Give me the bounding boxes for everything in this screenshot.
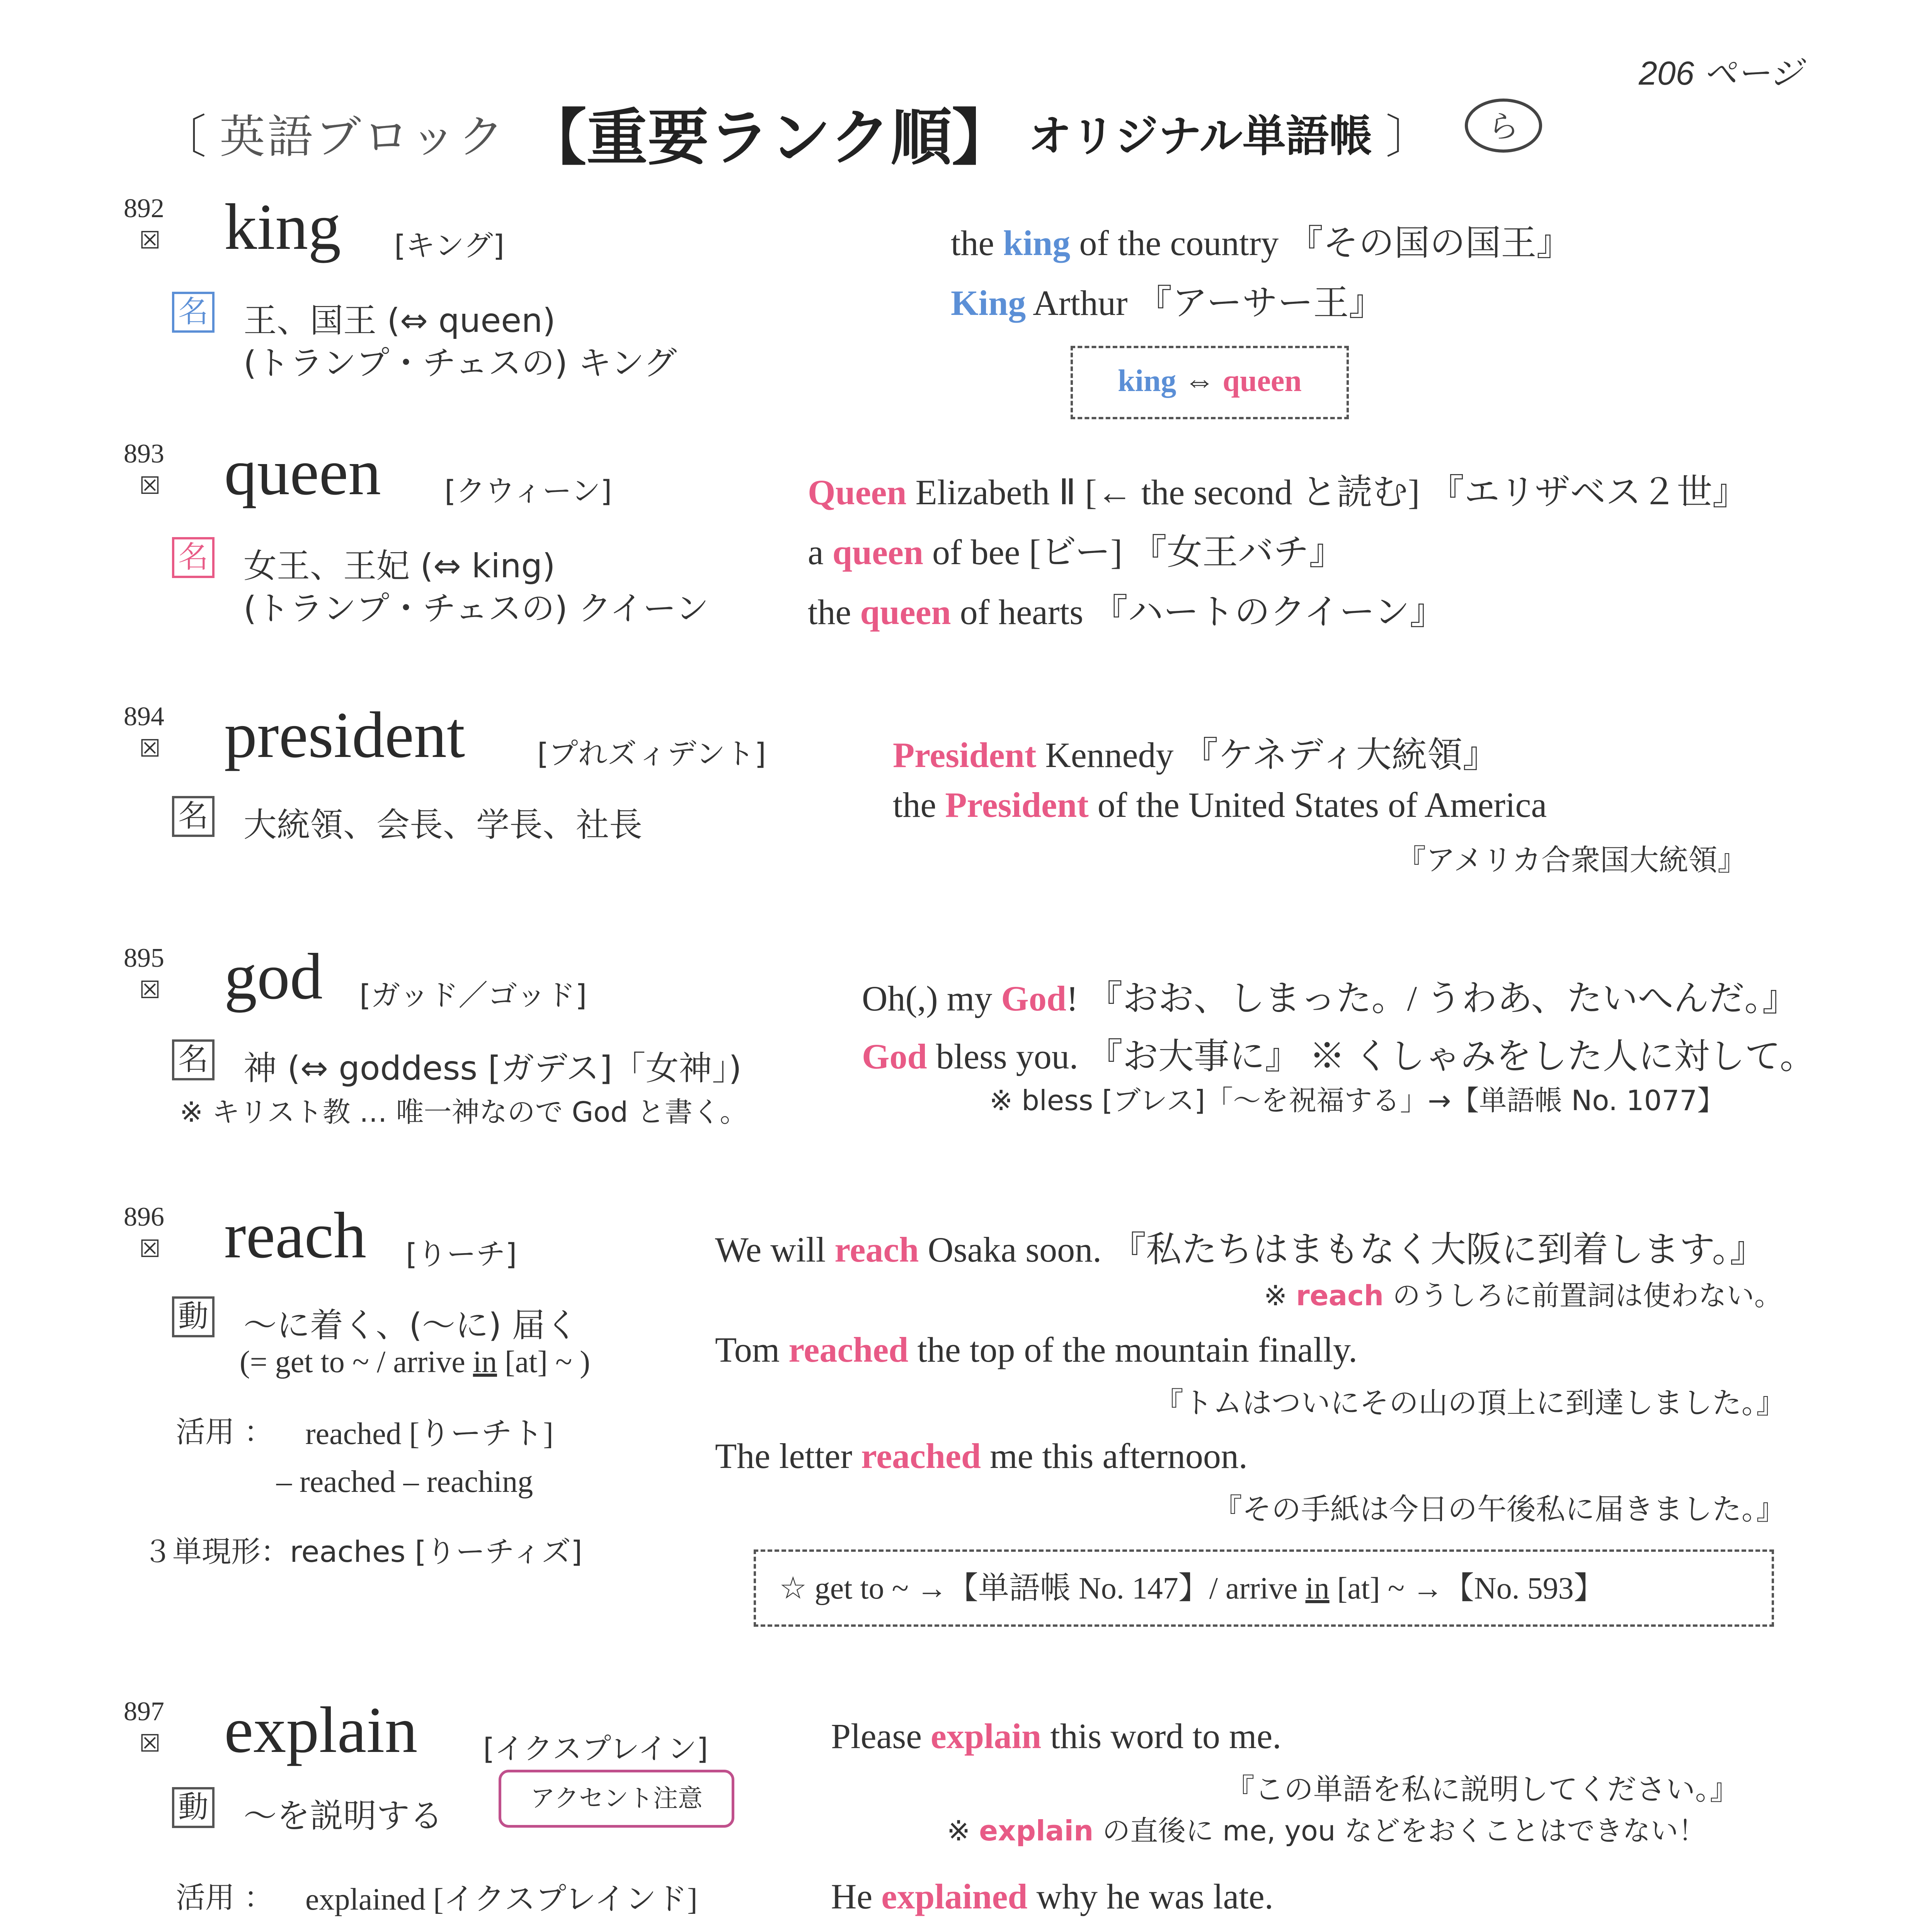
pos-badge: 名 [172, 292, 215, 333]
header-title: 【重要ランク順】 [525, 102, 1013, 173]
example-1: We will reach Osaka soon. 『私たちはまもなく大阪に到着します。』 [715, 1230, 1765, 1269]
pos-badge: 名 [172, 796, 215, 837]
example-2: God bless you. 『お大事に』 ※ くしゃみをした人に対して。 [862, 1037, 1815, 1076]
third-person-form: ３単現形：reaches [りーチィズ] [143, 1534, 582, 1569]
example-2: He explained why he was late. [831, 1877, 1273, 1916]
checkbox-icon[interactable]: ☒ [139, 734, 161, 762]
example-2: the President of the United States of America [893, 785, 1547, 825]
meaning-1: 大統領、会長、学長、社長 [243, 806, 642, 844]
example-1: Please explain this word to me. [831, 1716, 1282, 1756]
entry-number: 897 [124, 1697, 164, 1726]
conjugation-label: 活用 ： [176, 1415, 274, 1449]
meaning-1: ～を説明する [243, 1797, 443, 1835]
note-2: ※ bless [ブレス]「～を祝福する」→【単語帳 No. 1077】 [989, 1084, 1725, 1117]
page-number-value: 206 [1639, 55, 1694, 92]
checkbox-icon[interactable]: ☒ [139, 471, 161, 500]
entry-number: 896 [124, 1202, 164, 1232]
pronunciation: [キング] [394, 228, 505, 263]
example-1: Queen Elizabeth Ⅱ [← the second と読む] 『エリザベス２世』 [808, 473, 1748, 512]
conjugation-forms: – reached – reaching [276, 1465, 533, 1499]
checkbox-icon[interactable]: ☒ [139, 1235, 161, 1263]
page-header [147, 89, 1445, 177]
headword: queen [224, 436, 381, 509]
pos-badge: 動 [172, 1787, 215, 1828]
headword: explain [224, 1694, 418, 1766]
example-3: The letter reached me this afternoon. [715, 1436, 1248, 1476]
meaning-1: 王、国王 (⇔ queen) [243, 301, 556, 340]
page-number [1639, 46, 1803, 94]
sub-note: ※ reach のうしろに前置詞は使わない。 [1264, 1279, 1782, 1312]
example-3: the queen of hearts 『ハートのクイーン』 [808, 592, 1445, 632]
entry-number: 895 [124, 943, 164, 973]
header-close-bracket: 〕 [1385, 110, 1432, 164]
meaning-2: (トランプ・チェスの) クイーン [243, 589, 709, 628]
example-2: Tom reached the top of the mountain finally. [715, 1330, 1358, 1369]
headword: god [224, 940, 323, 1013]
entry-number: 893 [124, 439, 164, 469]
example-1: President Kennedy 『ケネディ大統領』 [893, 735, 1498, 775]
pronunciation: [りーチ] [406, 1237, 517, 1271]
headword: reach [224, 1199, 366, 1272]
translation-2: 『トムはついにその山の頂上に到達しました。』 [1154, 1386, 1786, 1420]
headword: president [224, 699, 465, 771]
checkbox-icon[interactable]: ☒ [139, 1729, 161, 1757]
note: ※ キリスト教 … 唯一神なので God と書く。 [180, 1096, 748, 1128]
conjugation-past: explained [イクスプレインド] [305, 1883, 698, 1917]
translation: 『アメリカ合衆国大統領』 [1396, 843, 1747, 877]
sub-note: ※ explain の直後に me, you などをおくことはできない！ [947, 1815, 1706, 1847]
checkbox-icon[interactable]: ☒ [139, 976, 161, 1004]
checkbox-icon[interactable]: ☒ [139, 226, 161, 254]
mascot-icon [1465, 99, 1542, 153]
translation-3: 『その手紙は今日の午後私に届きました。』 [1213, 1492, 1786, 1526]
pos-badge: 名 [172, 1039, 215, 1080]
pronunciation: [プれズィデント] [537, 736, 766, 771]
reference-box: ☆ get to ~ →【単語帳 No. 147】/ arrive in [at] ~ →【No. 593】 [754, 1549, 1774, 1627]
header-subtitle: オリジナル単語帳 [1028, 111, 1372, 162]
example-1: the king of the country 『その国の国王』 [951, 223, 1572, 263]
example-2: King Arthur 『アーサー王』 [951, 283, 1384, 323]
brand-logo: 英語ブロック [220, 110, 506, 163]
header-open-bracket: 〔 [160, 110, 206, 164]
accent-warning-badge: アクセント注意 [499, 1770, 734, 1828]
meaning-1: 女王、王妃 (⇔ king) [243, 547, 555, 585]
conjugation-past: reached [りーチト] [305, 1417, 553, 1451]
mascot-glyph: ら [1488, 109, 1519, 145]
pronunciation: [ガッド／ゴッド] [359, 978, 587, 1012]
example-2: a queen of bee [ビー] 『女王バチ』 [808, 532, 1345, 572]
pos-badge: 名 [172, 537, 215, 578]
conjugation-label: 活用 ： [176, 1880, 274, 1915]
translation-2 [1248, 1926, 1762, 1932]
related-word-box: king ⇔ queen [1071, 346, 1349, 419]
example-1: Oh(,) my God! 『おお、しまった。/ うわあ、たいへんだ。』 [862, 979, 1798, 1018]
meaning-2: (トランプ・チェスの) キング [243, 344, 677, 383]
page-unit: ページ [1703, 55, 1803, 92]
meaning-1: 神 (⇔ goddess [ガデス]「女神」) [243, 1049, 742, 1088]
pronunciation: [イクスプレイン] [483, 1731, 708, 1766]
synonym-note: (= get to ~ / arrive in [at] ~ ) [240, 1345, 590, 1379]
pos-badge: 動 [172, 1296, 215, 1337]
entry-number: 894 [124, 702, 164, 731]
entry-number: 892 [124, 194, 164, 223]
headword: king [224, 190, 341, 263]
pronunciation: [クウィーン] [444, 474, 612, 508]
meaning-1: ～に着く、(～に) 届く [243, 1306, 579, 1345]
translation-1: 『この単語を私に説明してください。』 [1225, 1772, 1739, 1806]
